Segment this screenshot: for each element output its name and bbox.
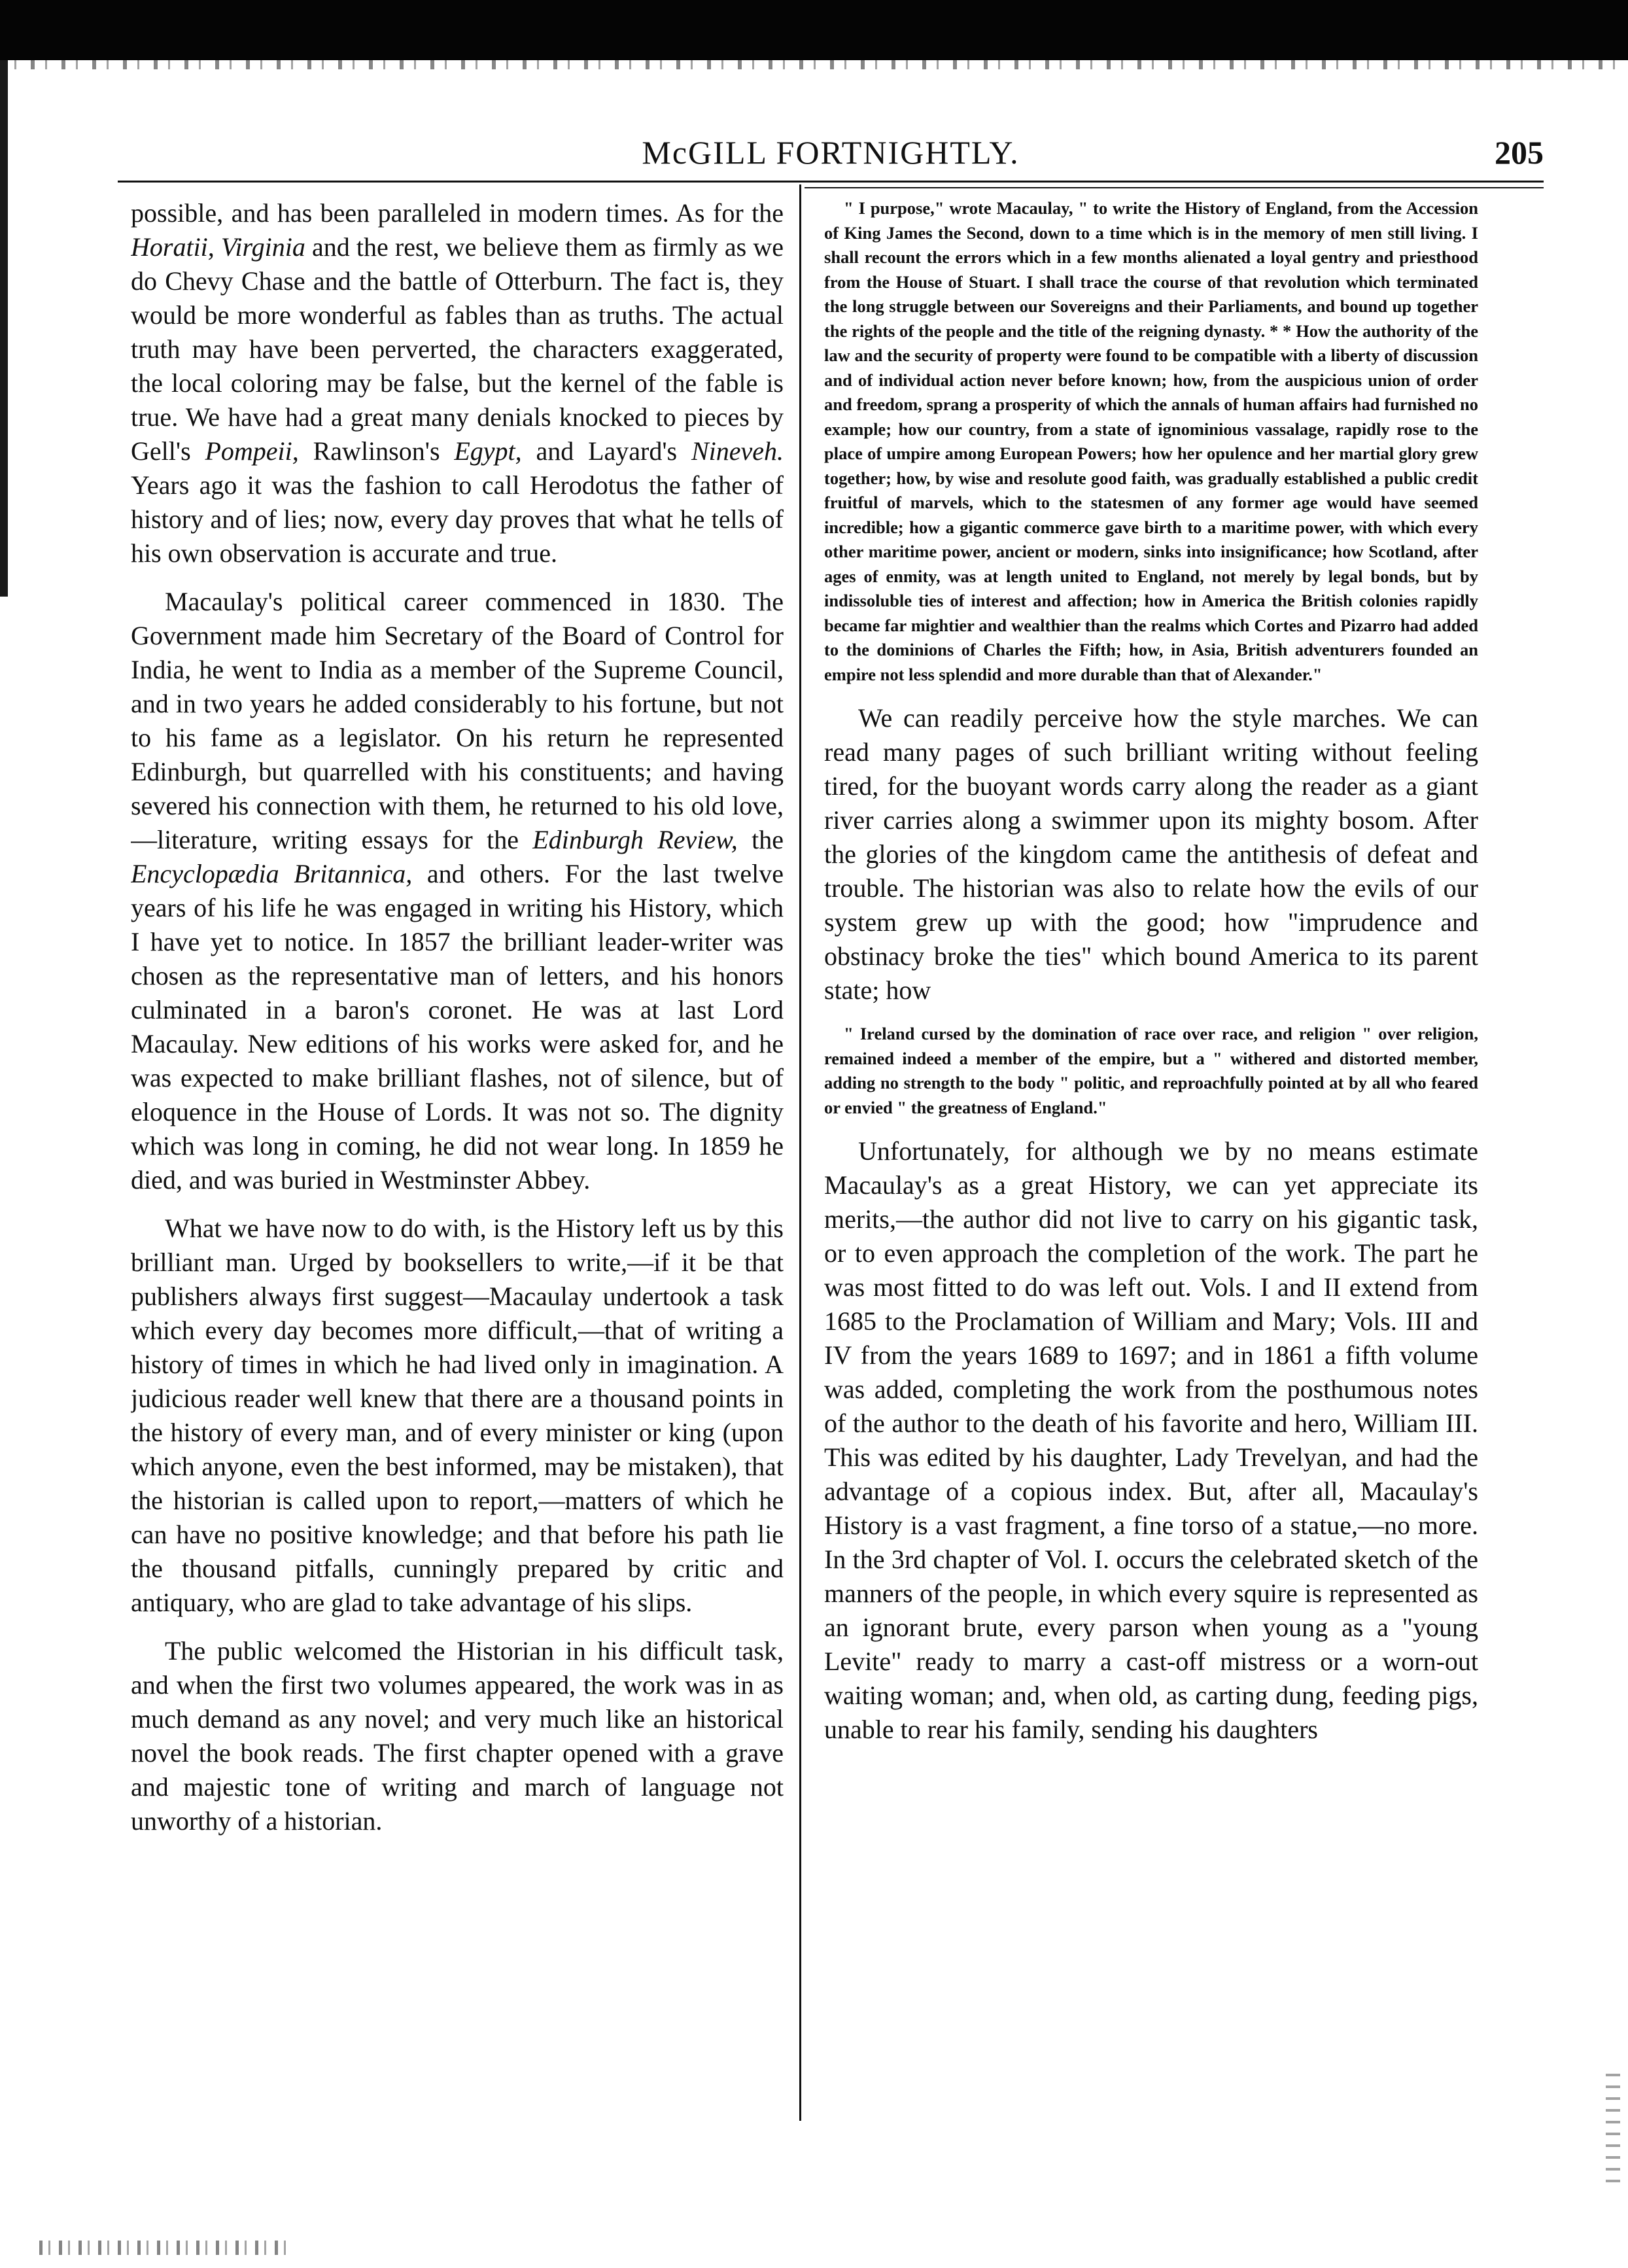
running-head [118, 130, 1544, 175]
scan-left-edge [0, 60, 8, 597]
text-run: Macaulay's political career commenced in 1830. The Government made him Secretary of the Board of Control for India, he went to India as a member of the Supreme Council, and in two years he added considerably to his fortune, but not to his fame as a legislator. On his return he represented Edinburgh, but quarrelled with his constituents; and having severed his connection with them, he returned to his old love,—literature, writing essays for the [131, 587, 784, 854]
text-run: Years ago it was the fashion to call Herodotus the father of history and of lies; now, every day proves that what he tells of his own observation is accurate and true. [131, 470, 784, 568]
italic-title: Encyclopædia Britannica, [131, 859, 413, 888]
italic-title: Horatii, Virginia [131, 232, 305, 262]
text-run: and others. For the last twelve years of his life he was engaged in writing his History, which I have yet to notice. In 1857 the brilliant leader-writer was chosen as the representative man of letters, and his honors culminated in a baron's coronet. He was at last Lord Macaulay. New editions of his works were asked for, and he was expected to make brilliant flashes, not of silence, but of eloquence in the House of Lords. It was not so. The dignity which was long in coming, he did not wear long. In 1859 he died, and was buried in Westminster Abbey. [131, 859, 784, 1195]
italic-title: Edinburgh Review, [532, 825, 738, 854]
paragraph-history-task: What we have now to do with, is the History left us by this brilliant man. Urged by booksellers to write,—if it be that publishers always first suggest—Macaulay undertook a task which every day becomes more difficult,—that of writing a history of times in which he had lived only in imagination. A judicious reader well knew that there are a thousand points in the history of every man, and of every minister or king (upon which anyone, even the best informed, may be mistaken), that the historian is called upon to report,—matters of which he can have no positive knowledge; and that before his path lie the thousand pitfalls, cunningly prepared by critic and antiquary, who are glad to take advantage of his slips. [131, 1213, 784, 1617]
scan-top-border [0, 0, 1628, 60]
block-quote-ireland: " Ireland cursed by the domination of race over race, and religion " over religion, remained indeed a member of the empire, but a " withered and distorted member, adding no strength to the body " politic, and reproachfully pointed at by all who feared or envied " the greatness of England." [824, 1024, 1478, 1117]
block-quote-purpose: " I purpose," wrote Macaulay, " to write the History of England, from the Accession of King James the Second, down to a time which is in the memory of men still living. I shall recount the errors which in a few months alienated a loyal gentry and priesthood from the House of Stuart. I shall trace the course of that revolution which terminated the long struggle between our Sovereigns and their Parliaments, and bound up together the rights of the people and the title of the reigning dynasty. * * How the authority of the law and the security of property were found to be compatible with a liberty of discussion and of individual action never before known; how, from the auspicious union of order and freedom, sprang a prosperity of which the annals of human affairs had furnished no example; how our country, from a state of ignominious vassalage, rapidly rose to the place of umpire among European Powers; how her opulence and her martial glory grew together; how, by wise and resolute good faith, was gradually established a public credit fruitful of marvels, which to the statesmen of any former age would have seemed incredible; how a gigantic commerce gave birth to a maritime power, with which every other maritime power, ancient or modern, sinks into insignificance; how Scotland, after ages of enmity, was at length united to England, not merely by legal bonds, but by indissoluble ties of interest and affection; how in America the British colonies rapidly became far mightier and wealthier than the realms which Cortes and Pizarro had added to the dominions of Charles the Fifth; how, in Asia, British adventurers founded an empire not less splendid and more durable than that of Alexander." [824, 198, 1478, 684]
text-run: possible, and has been paralleled in modern times. As for the [131, 198, 784, 228]
italic-title: Nineveh. [691, 436, 784, 466]
scan-bottom-noise [39, 2241, 288, 2255]
italic-title: Egypt, [454, 436, 522, 466]
header-rule-secondary [805, 187, 1544, 188]
left-column [131, 196, 784, 2133]
paragraph-public-reception: The public welcomed the Historian in his difficult task, and when the first two volumes appeared, the work was in as much demand as any novel; and very much like an historical novel the book reads. The first chapter opened with a grave and majestic tone of writing and march of language not unworthy of a historian. [131, 1636, 784, 1836]
right-column [824, 196, 1478, 2133]
paragraph-unfinished-work: Unfortunately, for although we by no means estimate Macaulay's as a great History, we can yet appreciate its merits,—the author did not live to carry on his gigantic task, or to even approach the completion of the work. The part he was most fitted to do was left out. Vols. I and II extend from 1685 to the Proclamation of William and Mary; Vols. III and IV from the years 1689 to 1697; and in 1861 a fifth volume was added, completing the work from the posthumous notes of the author to the death of his favorite and hero, William III. This was edited by his daughter, Lady Trevelyan, and had the advantage of a copious index. But, after all, Macaulay's History is a vast fragment, a fine torso of a statue,—no more. In the 3rd chapter of Vol. I. occurs the celebrated sketch of the manners of the people, in which every squire is represented as an ignorant brute, every parson when young as a "young Levite" ready to marry a cast-off mistress or a worn-out waiting woman; and, when old, as carting dung, feeding pigs, unable to rear his family, sending his daughters [824, 1136, 1478, 1744]
paragraph-style-marches: We can readily perceive how the style marches. We can read many pages of such brilliant writing without feeling tired, for the buoyant words carry along the reader as a giant river carries along a swimmer upon its mighty bosom. After the glories of the kingdom came the antithesis of defeat and trouble. The historian was also to relate how the evils of our system grew up with the good; how "imprudence and obstinacy broke the ties" which bound America to its parent state; how [824, 703, 1478, 1005]
running-title: McGILL FORTNIGHTLY. [642, 134, 1020, 171]
text-run: Rawlinson's [298, 436, 455, 466]
scan-border-noise [0, 60, 1628, 69]
text-run: and Layard's [521, 436, 691, 466]
italic-title: Pompeii, [205, 436, 299, 466]
paragraph-myth-and-history [131, 196, 784, 570]
header-rule [118, 181, 1544, 183]
column-divider [799, 184, 801, 2121]
scan-right-noise [1606, 2074, 1620, 2191]
text-run: and the rest, we believe them as firmly as we do Chevy Chase and the battle of Otterburn. The fact is, they would be more wonderful as fables than as truths. The actual truth may have been perverted, the characters exaggerated, the local coloring may be false, but the kernel of the fable is true. We have had a great many denials knocked to pieces by Gell's [131, 232, 784, 466]
paragraph-political-career [131, 585, 784, 1197]
page-number: 205 [1495, 134, 1544, 171]
text-run: the [737, 825, 784, 854]
